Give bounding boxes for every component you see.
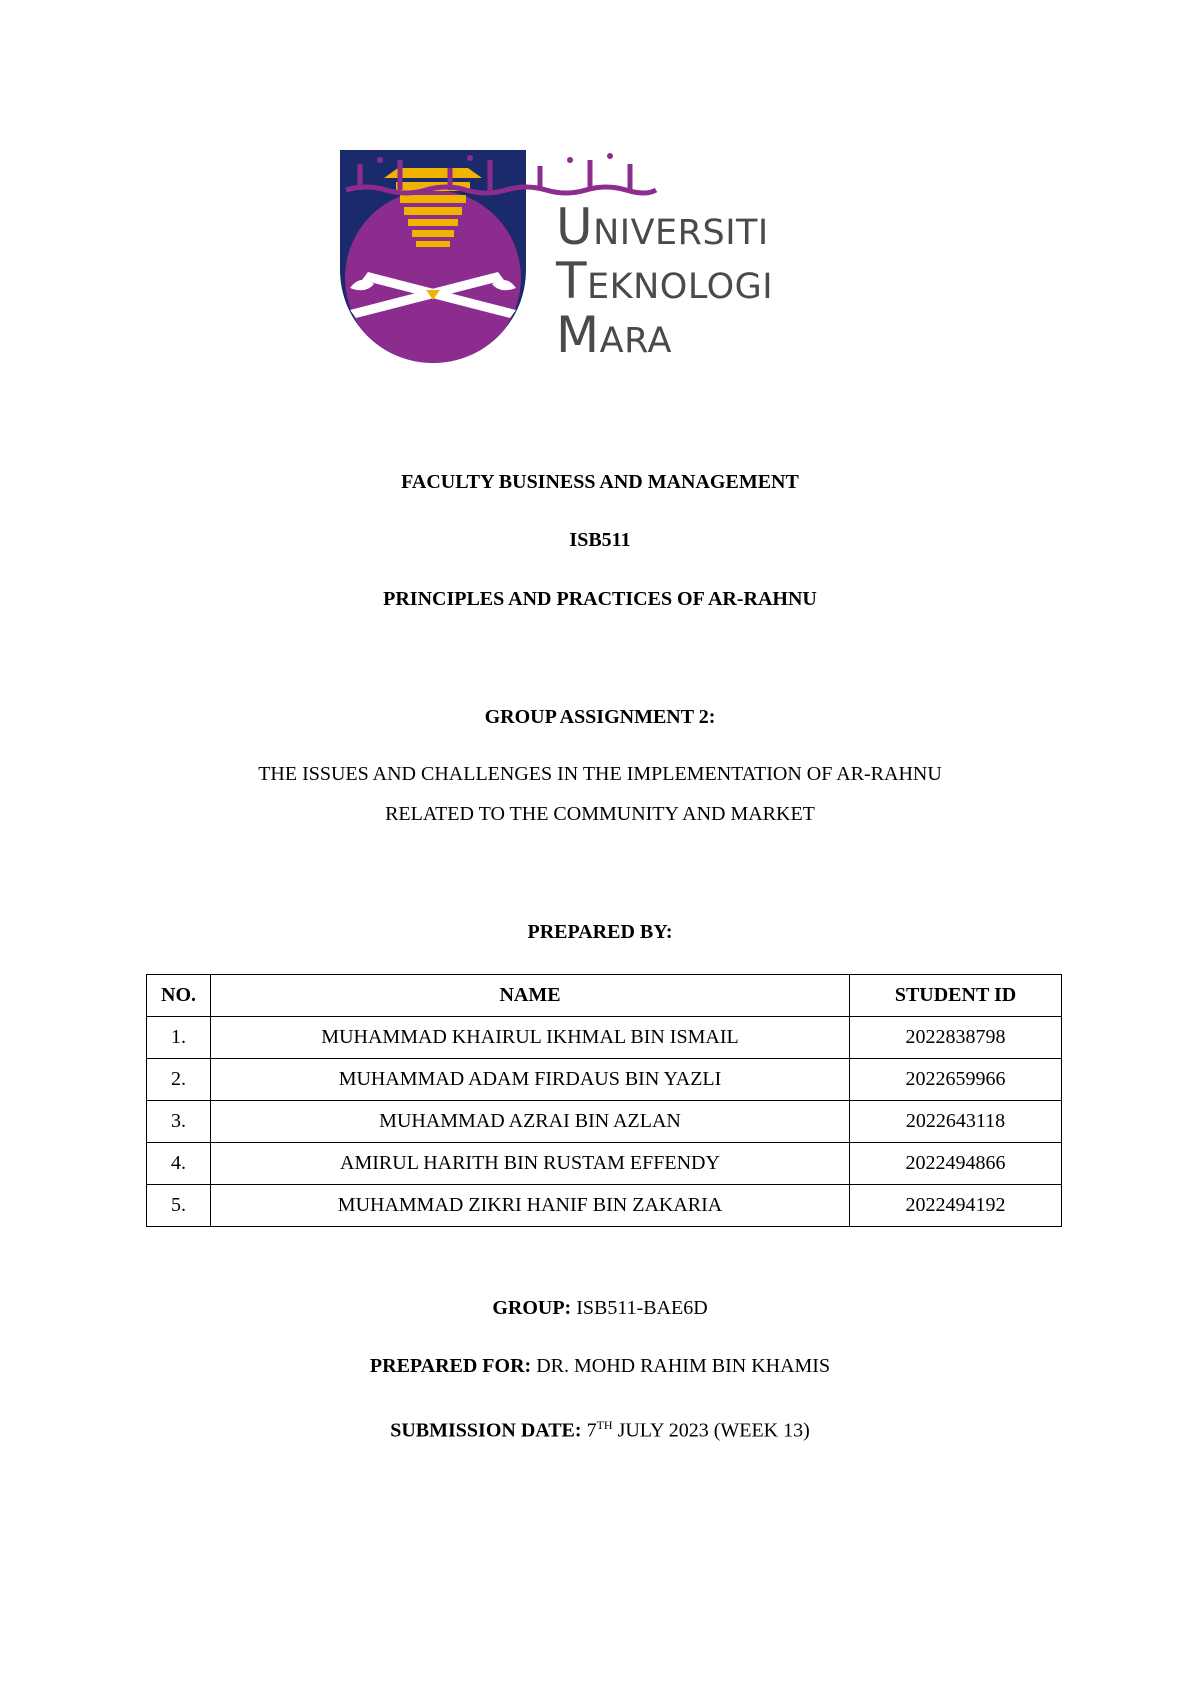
assignment-title-line-1: THE ISSUES AND CHALLENGES IN THE IMPLEMENTATION OF AR-RAHNU [258, 763, 942, 785]
table-row [147, 1017, 1062, 1059]
prepared-for-label: PREPARED FOR: [369, 1355, 532, 1377]
jawi-wordmark-icon [340, 150, 660, 198]
row-student-id: 2022494866 [850, 1143, 1062, 1185]
header-student-id: STUDENT ID [850, 975, 1062, 1017]
submission-rest: JULY 2023 (WEEK 13) [612, 1419, 810, 1442]
wordmark-line-3: Mara [556, 306, 672, 364]
row-no: 4. [147, 1143, 211, 1185]
prepared-for-line [0, 1354, 1200, 1378]
row-no: 2. [147, 1059, 211, 1101]
group-value: ISB511-BAE6D [571, 1297, 708, 1319]
table-row [147, 1185, 1062, 1227]
submission-date-line [0, 1413, 1200, 1443]
university-logo [340, 150, 880, 366]
table-header-row [147, 975, 1062, 1017]
course-code: ISB511 [569, 529, 631, 551]
row-student-id: 2022838798 [850, 1017, 1062, 1059]
members-table [146, 974, 1062, 1227]
submission-day-suffix: TH [596, 1418, 613, 1432]
row-student-id: 2022643118 [850, 1101, 1062, 1143]
assignment-heading: GROUP ASSIGNMENT 2: [484, 706, 716, 728]
row-name: MUHAMMAD KHAIRUL IKHMAL BIN ISMAIL [211, 1017, 850, 1059]
row-student-id: 2022494192 [850, 1185, 1062, 1227]
submission-day: 7 [581, 1419, 597, 1442]
header-name: NAME [211, 975, 850, 1017]
faculty-heading: FACULTY BUSINESS AND MANAGEMENT [401, 471, 799, 493]
prepared-by-heading: PREPARED BY: [527, 921, 673, 943]
assignment-title-line-2: RELATED TO THE COMMUNITY AND MARKET [385, 803, 815, 825]
header-no: NO. [147, 975, 211, 1017]
group-label: GROUP: [492, 1297, 572, 1319]
row-name: AMIRUL HARITH BIN RUSTAM EFFENDY [211, 1143, 850, 1185]
wordmark-line-1: Universiti [556, 198, 769, 256]
table-row [147, 1101, 1062, 1143]
table-row [147, 1059, 1062, 1101]
prepared-for-value: DR. MOHD RAHIM BIN KHAMIS [531, 1355, 831, 1377]
row-student-id: 2022659966 [850, 1059, 1062, 1101]
row-no: 3. [147, 1101, 211, 1143]
row-name: MUHAMMAD ADAM FIRDAUS BIN YAZLI [211, 1059, 850, 1101]
row-no: 1. [147, 1017, 211, 1059]
wordmark-line-2: Teknologi [556, 252, 774, 310]
university-wordmark [556, 198, 774, 364]
row-no: 5. [147, 1185, 211, 1227]
table-row [147, 1143, 1062, 1185]
group-line [0, 1296, 1200, 1320]
course-name: PRINCIPLES AND PRACTICES OF AR-RAHNU [383, 588, 817, 610]
submission-label: SUBMISSION DATE: [390, 1419, 582, 1442]
row-name: MUHAMMAD AZRAI BIN AZLAN [211, 1101, 850, 1143]
row-name: MUHAMMAD ZIKRI HANIF BIN ZAKARIA [211, 1185, 850, 1227]
